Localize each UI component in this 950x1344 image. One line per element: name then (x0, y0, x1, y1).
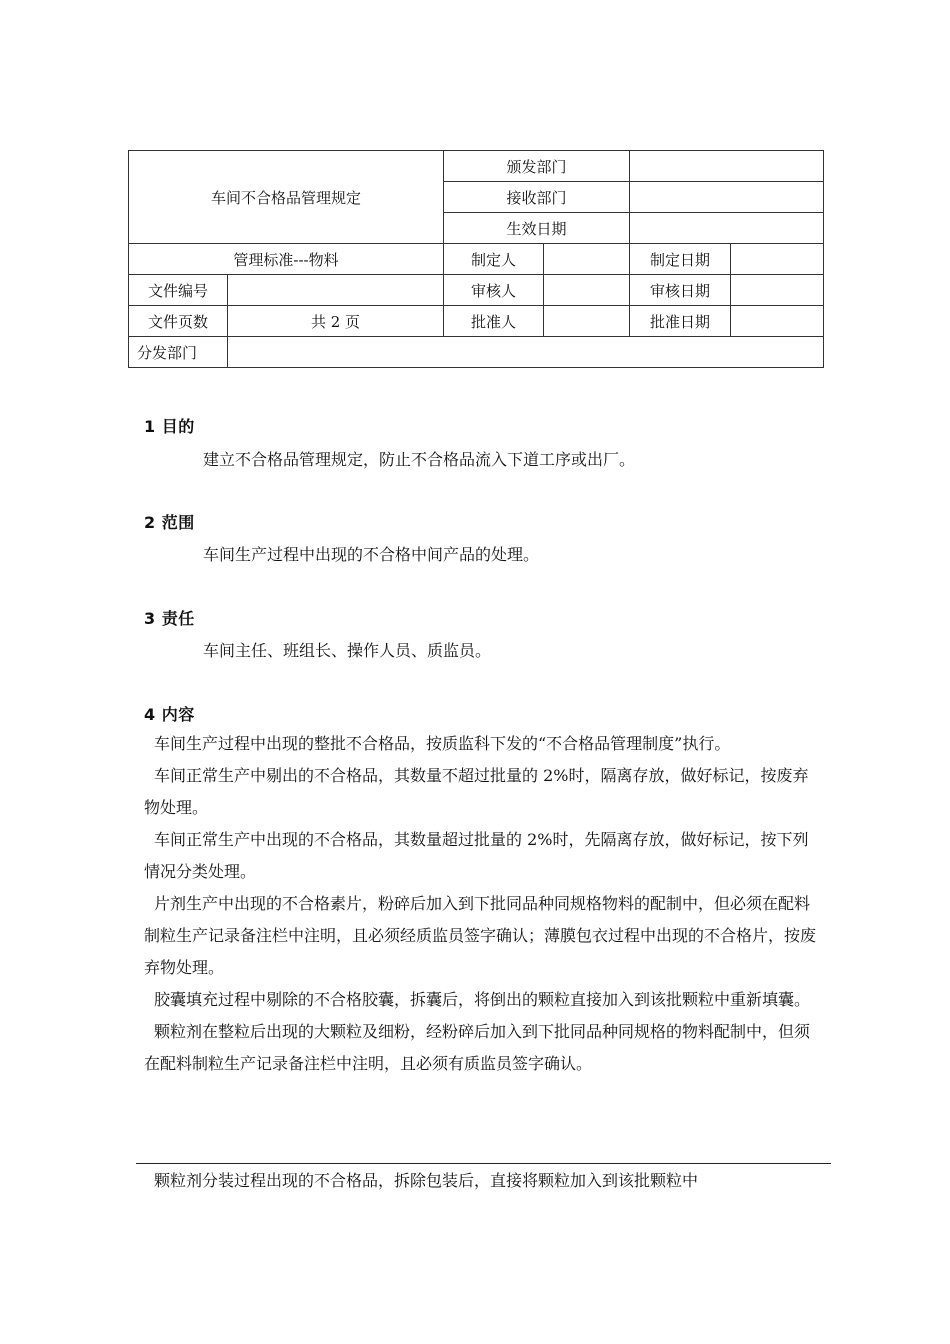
approver-label: 批准人 (444, 306, 544, 337)
reviewer-value (544, 275, 630, 306)
approver-value (544, 306, 630, 337)
document-title: 车间不合格品管理规定 (129, 151, 444, 244)
content-paragraph: 车间正常生产中出现的不合格品，其数量超过批量的 2%时，先隔离存放，做好标记，按下列情况分类处理。 (144, 830, 809, 881)
content-heading: 4 内容 (144, 705, 195, 724)
content-paragraph: 车间正常生产中剔出的不合格品，其数量不超过批量的 2%时，隔离存放，做好标记，按废弃物处理。 (144, 766, 809, 817)
distribution-label: 分发部门 (129, 337, 228, 368)
pages-value: 共 2 页 (228, 306, 444, 337)
content-paragraph: 颗粒剂在整粒后出现的大颗粒及细粉，经粉碎后加入到下批同品种同规格的物料配制中，但须在配料制粒生产记录备注栏中注明，且必须有质监员签字确认。 (144, 1022, 811, 1073)
responsibility-text: 车间主任、班组长、操作人员、质监员。 (203, 641, 492, 660)
document-category: 管理标准---物料 (129, 244, 444, 275)
receive-dept-value (630, 182, 824, 213)
content-paragraph: 胶囊填充过程中剔除的不合格胶囊，拆囊后，将倒出的颗粒直接加入到该批颗粒中重新填囊。 (154, 990, 811, 1009)
preparer-label: 制定人 (444, 244, 544, 275)
document-header-table (128, 150, 824, 368)
approve-date-value (731, 306, 824, 337)
receive-dept-label: 接收部门 (444, 182, 630, 213)
effective-date-value (630, 213, 824, 244)
scope-heading: 2 范围 (144, 513, 195, 532)
issue-dept-value (630, 151, 824, 182)
continued-paragraph: 颗粒剂分装过程出现的不合格品，拆除包装后，直接将颗粒加入到该批颗粒中 (154, 1171, 699, 1190)
content-body (144, 728, 824, 1080)
preparer-value (544, 244, 630, 275)
distribution-value (228, 337, 824, 368)
effective-date-label: 生效日期 (444, 213, 630, 244)
review-date-value (731, 275, 824, 306)
purpose-heading: 1 目的 (144, 417, 195, 436)
content-paragraph: 片剂生产中出现的不合格素片，粉碎后加入到下批同品种同规格物料的配制中，但必须在配料制粒生产记录备注栏中注明，且必须经质监员签字确认；薄膜包衣过程中出现的不合格片，按废弃物处理。 (144, 894, 817, 977)
prepare-date-label: 制定日期 (630, 244, 731, 275)
doc-no-label: 文件编号 (129, 275, 228, 306)
pages-label: 文件页数 (129, 306, 228, 337)
purpose-text: 建立不合格品管理规定，防止不合格品流入下道工序或出厂。 (203, 450, 636, 469)
reviewer-label: 审核人 (444, 275, 544, 306)
responsibility-heading: 3 责任 (144, 609, 195, 628)
scope-text: 车间生产过程中出现的不合格中间产品的处理。 (203, 545, 540, 564)
review-date-label: 审核日期 (630, 275, 731, 306)
prepare-date-value (731, 244, 824, 275)
doc-no-value (228, 275, 444, 306)
issue-dept-label: 颁发部门 (444, 151, 630, 182)
approve-date-label: 批准日期 (630, 306, 731, 337)
page-divider (136, 1163, 831, 1164)
content-paragraph: 车间生产过程中出现的整批不合格品，按质监科下发的“不合格品管理制度”执行。 (154, 734, 731, 753)
